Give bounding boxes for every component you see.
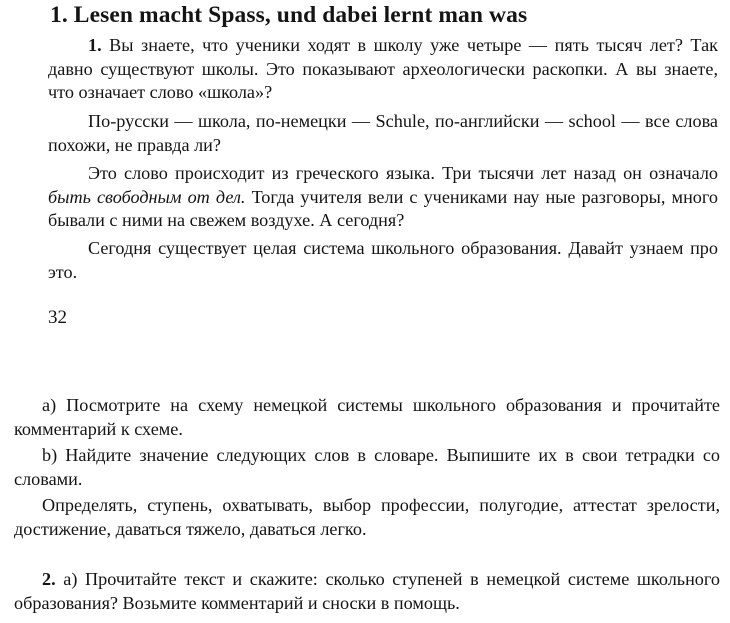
paragraph-3-text-start: Это слово происходит из греческого языка. Три тысячи лет назад он означало — [88, 163, 718, 183]
paragraph-1 — [48, 34, 718, 105]
paragraph-3-italic: быть свободным от дел. — [48, 186, 246, 207]
exercise-number: 1. — [88, 35, 102, 55]
task-a: а) Посмотрите на схему немецкой системы школьного образования и прочитайте комментарий к схеме. — [14, 395, 720, 439]
paragraph-4: Сегодня существует целая система школьного образования. Давайт узнаем про это. — [48, 238, 718, 282]
task-2-text: а) Прочитайте текст и скажите: сколько ступеней в немецкой системе школьного образования? Возьмите комментарий и сноски в помощь. — [14, 569, 720, 613]
paragraph-3 — [48, 162, 718, 233]
page-number: 32 — [48, 307, 67, 328]
task-2 — [14, 568, 720, 615]
task-2-number: 2. — [42, 569, 56, 589]
paragraph-1-text: Вы знаете, что ученики ходят в школу уже четыре — пять тысяч лет? Так давно существуют школы. Это показывают археологически раскопки. А вы знаете, что означает слово «школа»? — [48, 35, 718, 103]
vocabulary-list: Определять, ступень, охватывать, выбор профессии, полугодие, аттестат зрелости, достижение, даваться тяжело, даваться легко. — [14, 495, 720, 539]
task-b: b) Найдите значение следующих слов в словаре. Выпишите их в свои тетрадки со словами. — [14, 445, 720, 489]
paragraph-2: По-русски — школа, по-немецки — Schule, по-английски — school — все слова похожи, не правда ли? — [48, 111, 718, 155]
section-heading: 1. Lesen macht Spass, und dabei lernt man was — [50, 2, 528, 28]
paragraph-3-text-end: Тогда учителя вели с учениками нау ные разговоры, много бывали с ними на свежем воздухе. А сегодня? — [48, 186, 718, 231]
